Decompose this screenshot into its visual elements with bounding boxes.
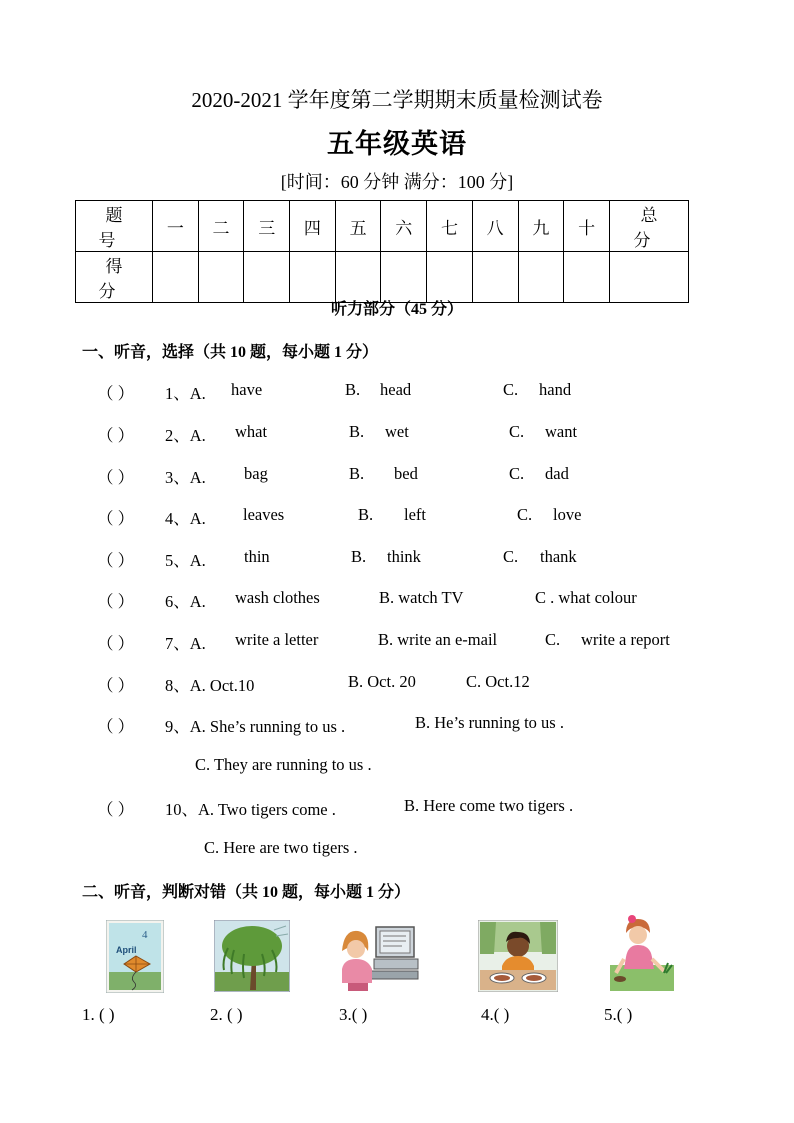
header-cell: 六 [381, 201, 427, 252]
score-cell[interactable] [335, 252, 381, 303]
judge-blank-1[interactable]: 1. ( ) [82, 1005, 115, 1024]
option-c-label: C. [545, 630, 561, 649]
question-number: 9、A. She’s running to us . [165, 717, 346, 736]
option-c: thank [540, 547, 577, 566]
section1-heading: 一、听音，选择（共 10 题，每小题 1 分） [82, 344, 379, 361]
option-a: leaves [243, 505, 285, 524]
option-b: B. He’s running to us . [415, 713, 564, 732]
option-c: C. Here are two tigers . [204, 838, 358, 857]
option-b: wet [385, 422, 409, 441]
answer-paren[interactable]: （ ） [97, 384, 135, 403]
option-b: head [380, 380, 412, 399]
score-table-header-row [76, 201, 689, 252]
section2-heading: 二、听音，判断对错（共 10 题，每小题 1 分） [82, 884, 411, 901]
header-cell: 十 [564, 201, 610, 252]
header-cell: 四 [290, 201, 336, 252]
score-cell[interactable] [381, 252, 427, 303]
exam-title: 2020-2021 学年度第二学期期末质量检测试卷 [191, 88, 603, 112]
header-cell: 八 [472, 201, 518, 252]
header-cell: 一 [153, 201, 199, 252]
option-b-label: B. [345, 380, 361, 399]
score-table [75, 200, 689, 303]
option-c: C. Oct.12 [466, 672, 530, 691]
answer-paren[interactable]: （ ） [97, 426, 135, 445]
score-cell[interactable] [198, 252, 244, 303]
answer-paren[interactable]: （ ） [97, 717, 135, 736]
judge-blank-3[interactable]: 3.( ) [339, 1005, 368, 1024]
time-info: [时间：60 分钟 满分：100 分] [280, 172, 514, 192]
header-cell: 五 [335, 201, 381, 252]
option-c-label: C. [503, 547, 519, 566]
question-number: 4、A. [165, 509, 206, 528]
calendar-month: April [116, 945, 137, 955]
option-b: think [387, 547, 421, 566]
option-c: hand [539, 380, 572, 399]
calendar-picture [106, 920, 164, 993]
option-b: bed [394, 464, 418, 483]
question-number: 5、A. [165, 551, 206, 570]
question-number: 10、A. Two tigers come . [165, 800, 336, 819]
question-number: 3、A. [165, 468, 206, 487]
option-a: wash clothes [235, 588, 320, 607]
header-cell: 总 分 [610, 201, 689, 252]
option-c-label: C. [517, 505, 533, 524]
answer-paren[interactable]: （ ） [97, 592, 135, 611]
answer-paren[interactable]: （ ） [97, 634, 135, 653]
exam-subject: 五年级英语 [327, 129, 467, 159]
header-cell: 三 [244, 201, 290, 252]
judge-blank-5[interactable]: 5.( ) [604, 1005, 633, 1024]
answer-paren[interactable]: （ ） [97, 468, 135, 487]
header-cell: 七 [427, 201, 473, 252]
option-a: what [235, 422, 268, 441]
option-c: write a report [581, 630, 670, 649]
girl-planting-picture [608, 913, 676, 993]
question-number: 2、A. [165, 426, 206, 445]
question-number: 6、A. [165, 592, 206, 611]
option-b: B. Here come two tigers . [404, 796, 574, 815]
option-c-label: C. [509, 464, 525, 483]
question-number: 7、A. [165, 634, 206, 653]
header-cell: 题 号 [76, 201, 153, 252]
option-c: C. They are running to us . [195, 755, 372, 774]
answer-paren[interactable]: （ ） [97, 800, 135, 819]
option-c: love [553, 505, 582, 524]
question-number: 8、A. Oct.10 [165, 676, 255, 695]
judge-blank-2[interactable]: 2. ( ) [210, 1005, 243, 1024]
option-a: write a letter [235, 630, 319, 649]
option-a: have [231, 380, 263, 399]
header-cell: 二 [198, 201, 244, 252]
score-cell[interactable] [518, 252, 564, 303]
option-c-label: C. [503, 380, 519, 399]
answer-paren[interactable]: （ ） [97, 509, 135, 528]
score-cell[interactable] [472, 252, 518, 303]
score-cell[interactable] [244, 252, 290, 303]
option-b: B. watch TV [379, 588, 464, 607]
boy-eating-picture [478, 920, 558, 992]
score-label-cell: 得 分 [76, 252, 153, 303]
option-b-label: B. [351, 547, 367, 566]
option-b: left [404, 505, 426, 524]
option-c: want [545, 422, 578, 441]
score-cell[interactable] [610, 252, 689, 303]
option-a: thin [244, 547, 270, 566]
option-c: dad [545, 464, 569, 483]
option-b: B. write an e-mail [378, 630, 498, 649]
score-cell[interactable] [153, 252, 199, 303]
calendar-day: 4 [142, 929, 148, 941]
listening-heading: 听力部分（45 分） [330, 301, 463, 318]
girl-computer-picture [334, 921, 420, 993]
option-c: C . what colour [535, 588, 637, 607]
option-c-label: C. [509, 422, 525, 441]
answer-paren[interactable]: （ ） [97, 676, 135, 695]
answer-paren[interactable]: （ ） [97, 551, 135, 570]
score-cell[interactable] [427, 252, 473, 303]
question-number: 1、A. [165, 384, 206, 403]
option-b: B. Oct. 20 [348, 672, 416, 691]
option-b-label: B. [358, 505, 374, 524]
option-b-label: B. [349, 464, 365, 483]
option-b-label: B. [349, 422, 365, 441]
score-cell[interactable] [564, 252, 610, 303]
header-cell: 九 [518, 201, 564, 252]
option-a: bag [244, 464, 268, 483]
tree-picture [214, 920, 290, 992]
score-table-score-row [76, 252, 689, 303]
score-cell[interactable] [290, 252, 336, 303]
judge-blank-4[interactable]: 4.( ) [481, 1005, 510, 1024]
